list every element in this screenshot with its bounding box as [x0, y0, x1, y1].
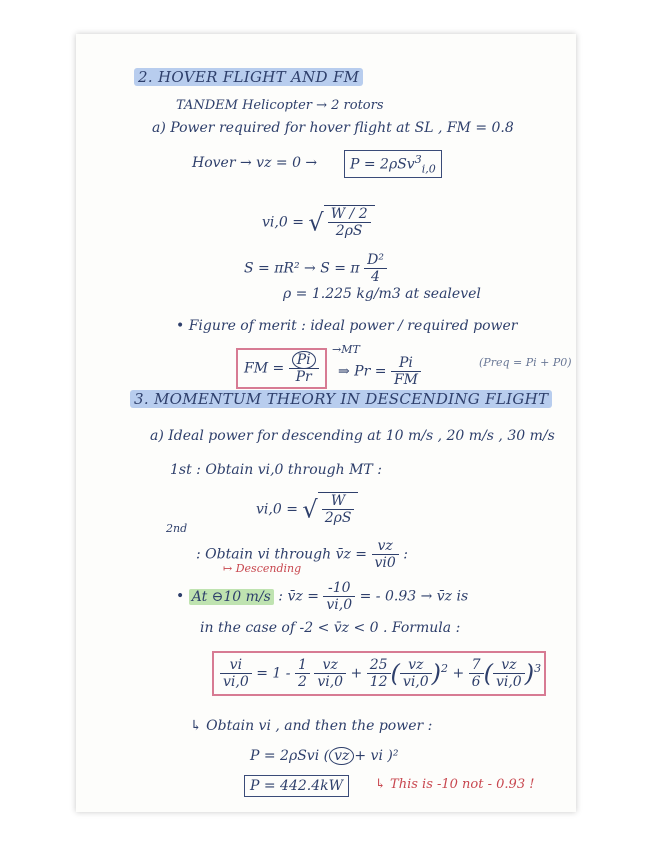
tandem-intro: TANDEM Helicopter → 2 rotors — [176, 98, 384, 113]
part-a-hover: a) Power required for hover flight at SL , FM = 0.8 — [152, 120, 514, 136]
fm-box: FM = $\frac{Pi}{Pr}$ — [236, 348, 327, 389]
pr-equation: ⇒ Pr = $\frac{Pi}{FM}$ — [338, 355, 421, 388]
obtain-vi-line: ↳ Obtain vi , and then the power : — [190, 718, 433, 734]
case-range-line: in the case of -2 < v̄z < 0 . Formula : — [200, 620, 461, 636]
red-correction-note: ↳ This is -10 not - 0.93 ! — [375, 777, 535, 792]
step-2-label: 2nd — [166, 522, 188, 535]
vi0-equation-mt: vi,0 = √ $\frac{W}{2\rho S}$ — [256, 492, 358, 526]
preq-note: (Preq = Pi + P0) — [479, 356, 572, 369]
section-3-header: 3. MOMENTUM THEORY IN DESCENDING FLIGHT — [130, 390, 552, 408]
air-density: ρ = 1.225 kg/m3 at sealevel — [283, 286, 481, 302]
hover-condition: Hover → vz = 0 → — [192, 155, 318, 171]
step-2: : Obtain vi through v̄z = $\frac{vz}{vi0}$ : — [196, 538, 408, 571]
area-equation: S = πR² → S = π $\frac{\text{D²}}{4}$ — [244, 252, 387, 285]
mt-note: →MT — [332, 343, 360, 356]
part-a-descending: a) Ideal power for descending at 10 m/s , 20 m/s , 30 m/s — [150, 428, 555, 444]
descending-note: ↦ Descending — [223, 562, 302, 575]
hover-power-box: P = 2ρSv$^3_{i,0}$ — [344, 150, 442, 178]
power-result-box: P = 442.4kW — [244, 775, 349, 797]
step-1: 1st : Obtain vi,0 through MT : — [170, 462, 382, 478]
descent-case: • At ⊖10 m/s : v̄z = $\frac{-10}{vi,0}$ = - 0.93 → v̄z is — [176, 580, 469, 613]
figure-of-merit-definition: • Figure of merit : ideal power / required power — [176, 318, 518, 334]
descent-formula-box: $\frac{vi}{vi,0}$ = 1 - $\frac{1}{2}$ $\frac{vz}{vi,0}$ + $\frac{25}{12}$ ( $\frac{vz}{vi,0}$ )$^2$ + $\frac{7}{6}$ ( $\frac{vz}{vi,0}$ )$^3$ — [212, 651, 546, 696]
section-2-header: 2. HOVER FLIGHT AND FM — [134, 68, 363, 86]
power-equation: P = 2ρSvi ( vz + vi )² — [250, 748, 399, 764]
vi0-equation: vi,0 = √ $\frac{W / 2}{2\rho S}$ — [262, 205, 375, 239]
